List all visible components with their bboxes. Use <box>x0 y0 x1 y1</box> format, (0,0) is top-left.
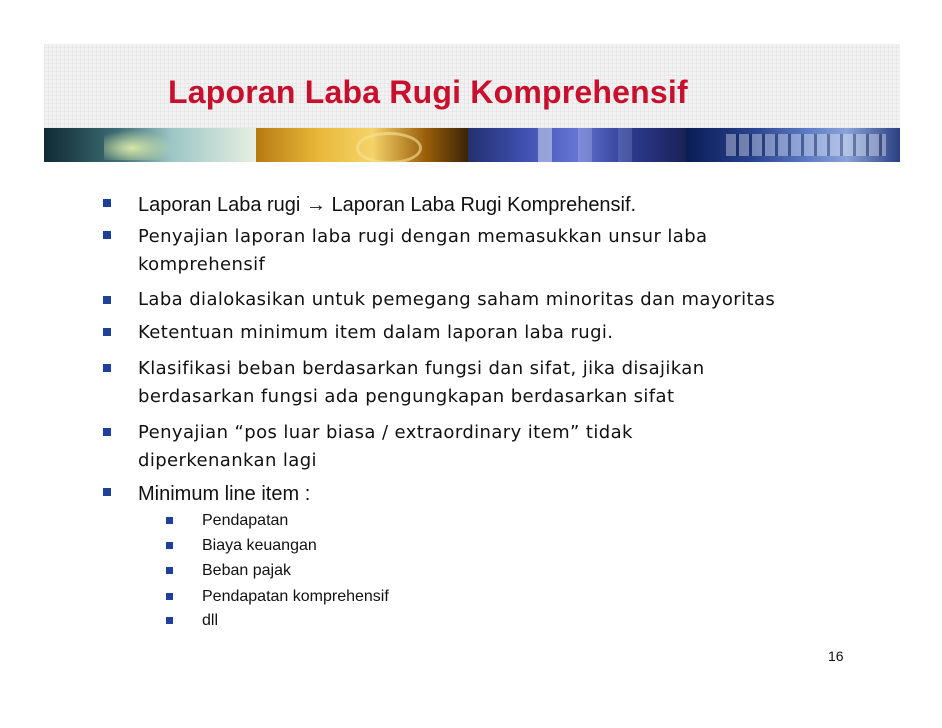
sub-bullet-marker <box>166 593 173 600</box>
header-photo-tablet <box>44 128 256 162</box>
bullet-item-continuation: komprehensif <box>138 254 266 275</box>
bullet-item: Penyajian laporan laba rugi dengan memasukkan unsur laba <box>138 226 708 247</box>
bullet-marker <box>103 364 111 372</box>
bullet-item: Klasifikasi beban berdasarkan fungsi dan sifat, jika disajikan <box>138 358 705 379</box>
sub-item: dll <box>202 612 219 629</box>
bullet-item-continuation: diperkenankan lagi <box>138 450 317 471</box>
header-photo-lab <box>468 128 686 162</box>
page-number: 16 <box>828 648 844 664</box>
bullet-item: Penyajian “pos luar biasa / extraordinary item” tidak <box>138 422 633 443</box>
bullet-item: Laba dialokasikan untuk pemegang saham minoritas dan mayoritas <box>138 289 776 310</box>
sub-bullet-marker <box>166 617 173 624</box>
bullet-marker <box>103 199 111 207</box>
sub-bullet-marker <box>166 542 173 549</box>
bullet-marker <box>103 296 111 304</box>
bullet-marker <box>103 231 111 239</box>
bullet-marker <box>103 328 111 336</box>
bullet-item: Ketentuan minimum item dalam laporan laba rugi. <box>138 322 614 343</box>
bullet-item: Minimum line item : <box>138 483 311 505</box>
sub-bullet-marker <box>166 517 173 524</box>
sub-item: Biaya keuangan <box>202 537 317 554</box>
header-photo-gears <box>256 128 468 162</box>
slide-title: Laporan Laba Rugi Komprehensif <box>168 74 688 110</box>
bullet-item: Laporan Laba rugi → Laporan Laba Rugi Komprehensif. <box>138 194 637 216</box>
header-photo-keyboard <box>686 128 900 162</box>
header-photo-strip <box>44 128 900 162</box>
sub-item: Beban pajak <box>202 562 291 579</box>
bullet-marker <box>103 488 111 496</box>
sub-item: Pendapatan <box>202 512 289 529</box>
sub-bullet-marker <box>166 567 173 574</box>
bullet-marker <box>103 428 111 436</box>
sub-item: Pendapatan komprehensif <box>202 588 389 605</box>
bullet-item-continuation: berdasarkan fungsi ada pengungkapan berdasarkan sifat <box>138 386 675 407</box>
